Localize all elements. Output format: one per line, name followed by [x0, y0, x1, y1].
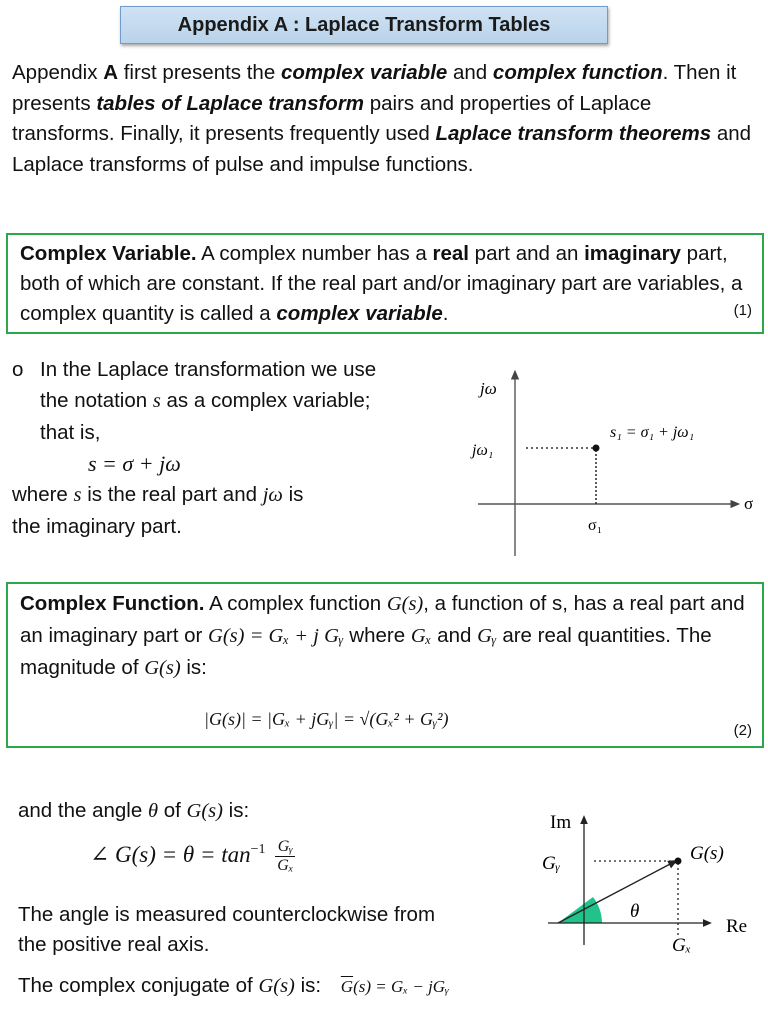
gy-label: Gᵧ: [542, 853, 561, 874]
y-tick-label: jω₁: [472, 442, 494, 459]
page-title: [120, 6, 608, 44]
equation-number: (1): [733, 302, 752, 319]
magnitude-formula: |G(s)| = |Gₓ + jGᵧ| = √(Gₓ² + Gᵧ²): [204, 709, 449, 729]
notation-line: In the Laplace transformation we use: [40, 358, 377, 381]
conjugate-line: The complex conjugate of G(s) is: $\overline{G}(s) = G_x$ − jGᵧ: [18, 974, 449, 997]
theta-label: θ: [630, 901, 640, 922]
complex-variable-box: [6, 233, 764, 334]
bullet-marker: o: [12, 358, 24, 381]
notation-bullet-item: [12, 354, 442, 448]
angle-formula: [90, 838, 295, 875]
y-axis-label: jω: [480, 379, 497, 398]
s-plane-diagram: [468, 368, 768, 560]
angle-formula-lhs: ∠ G(s) = θ = tan: [90, 841, 251, 867]
notation-section: [12, 354, 442, 542]
box-text: part, both of which are constant. If the real part and/or imaginary part are variables, a complex quantity is called a: [20, 242, 743, 325]
box-text: where: [343, 624, 411, 647]
intro-paragraph: [12, 58, 752, 180]
intro-text: pairs and properties of Laplace transforms. Finally, it presents frequently used: [12, 91, 652, 145]
math-inline: G(s) = Gₓ + j Gᵧ: [208, 625, 344, 647]
x-axis-label: σ: [744, 494, 754, 513]
fraction-numerator: Gᵧ: [275, 838, 295, 857]
notation-line: that is,: [40, 421, 101, 444]
x-tick-label: σ₁: [588, 517, 603, 534]
intro-text: and: [447, 61, 493, 84]
s1-point-label: s₁ = σ₁ + jω₁: [610, 424, 695, 441]
re-label: Re: [726, 916, 748, 937]
box-text: part and an: [468, 242, 585, 265]
intro-text: . Then it presents: [12, 61, 737, 115]
box-heading: Complex Function.: [20, 592, 205, 615]
box-text: , a function of s, has a real part and an imaginary part or: [20, 592, 745, 647]
angle-measure-text: The angle is measured counterclockwise from the positive real axis.: [18, 903, 436, 956]
notation-line: the notation s as a complex variable;: [40, 389, 371, 412]
equation-number: (2): [733, 722, 752, 739]
math-inline: Gᵧ: [477, 625, 497, 647]
box-bold: real: [432, 242, 469, 265]
notation-line: where s is the real part and jω is: [12, 483, 304, 506]
intro-bold: A: [103, 61, 118, 84]
g-vector: [558, 862, 674, 923]
intro-emphasis: complex function: [492, 61, 663, 84]
im-label: Im: [550, 812, 572, 833]
s1-point: [593, 445, 600, 452]
conjugate-formula: $\overline{G}(s) = G_x$ − jGᵧ: [340, 977, 449, 996]
angle-fraction: [275, 838, 295, 875]
intro-text: and Laplace transforms of pulse and impulse functions.: [12, 122, 752, 176]
box-text: are real quantities. The magnitude of: [20, 624, 712, 679]
box-emphasis: complex variable: [276, 302, 443, 325]
fraction-denominator: Gₓ: [277, 857, 294, 874]
complex-plane-diagram: [540, 805, 760, 965]
notation-line: the imaginary part.: [12, 515, 182, 538]
intro-text: Appendix: [12, 61, 104, 84]
box-text: .: [442, 302, 449, 325]
math-inline: G(s): [144, 657, 181, 679]
angle-intro: and the angle θ of G(s) is:: [18, 799, 250, 822]
box-text: and: [431, 624, 478, 647]
box-text: A complex number has a: [196, 242, 433, 265]
box-heading: Complex Variable.: [20, 242, 197, 265]
intro-emphasis: complex variable: [280, 61, 448, 84]
box-text: A complex function: [204, 592, 387, 615]
g-point-label: G(s): [690, 843, 724, 864]
intro-emphasis: tables of Laplace transform: [96, 91, 365, 115]
page-title-text: Appendix A : Laplace Transform Tables: [177, 13, 551, 36]
g-point: [675, 858, 682, 865]
math-inline: G(s): [386, 593, 424, 615]
math-inline: Gₓ: [410, 625, 432, 647]
box-text: is:: [180, 656, 207, 679]
intro-text: first presents the: [118, 61, 281, 84]
s-equation: s = σ + jω: [88, 451, 181, 476]
intro-emphasis: Laplace transform theorems: [435, 122, 712, 145]
gx-label: Gₓ: [672, 935, 692, 956]
box-bold: imaginary: [584, 242, 681, 265]
angle-formula-exponent: −1: [250, 842, 266, 858]
complex-function-box: [6, 582, 764, 748]
